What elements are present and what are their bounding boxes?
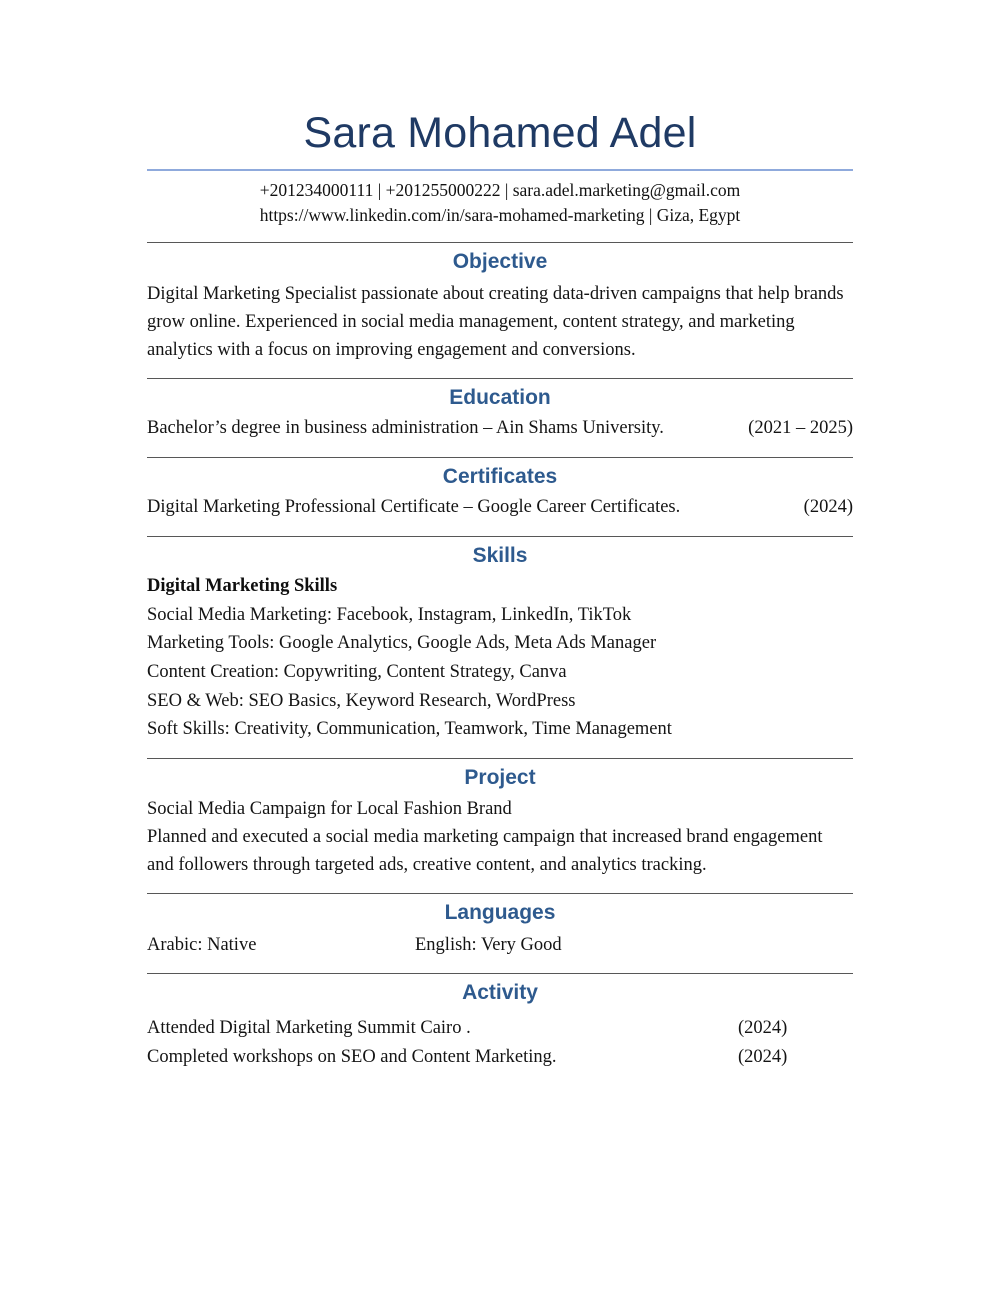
- activity-entry: [147, 1043, 853, 1072]
- header-divider: [147, 169, 853, 171]
- activity-entry-date: (2024): [738, 1047, 788, 1068]
- section-heading-objective: Objective: [452, 249, 548, 273]
- education-entry: [147, 414, 853, 443]
- activity-entry-text: Attended Digital Marketing Summit Cairo .: [147, 1018, 471, 1039]
- objective-body: [147, 280, 853, 364]
- skill-line: Content Creation: Copywriting, Content Strategy, Canva: [147, 661, 567, 682]
- skill-line: Marketing Tools: Google Analytics, Google Ads, Meta Ads Manager: [147, 633, 657, 654]
- objective-text: Digital Marketing Specialist passionate about creating data-driven campaigns that help brands grow online. Experienced in social media management, content strategy, and marketing analytics with a focus on improving engagement and conversions.: [147, 283, 844, 361]
- section-divider-education: [147, 378, 853, 379]
- skills-subtitle: Digital Marketing Skills: [147, 575, 338, 596]
- education-entry-date: (2021 – 2025): [748, 418, 853, 439]
- section-heading-certificates: Certificates: [442, 464, 558, 488]
- languages-row: [147, 931, 853, 960]
- activity-entry: [147, 1014, 853, 1043]
- skill-line: Soft Skills: Creativity, Communication, Teamwork, Time Management: [147, 719, 672, 740]
- project-description: Planned and executed a social media marketing campaign that increased brand engagement and followers through targeted ads, creative content, and analytics tracking.: [147, 827, 823, 876]
- certificate-entry-date: (2024): [803, 497, 853, 518]
- contact-block: [147, 178, 853, 228]
- section-heading-languages: Languages: [444, 901, 556, 925]
- section-divider-objective: [147, 242, 853, 243]
- project-title: Social Media Campaign for Local Fashion Brand: [147, 799, 512, 820]
- skills-body: [147, 572, 853, 744]
- language-item-arabic: Arabic: Native: [147, 934, 257, 955]
- skill-line: SEO & Web: SEO Basics, Keyword Research, WordPress: [147, 690, 576, 711]
- activity-entry-text: Completed workshops on SEO and Content Marketing.: [147, 1047, 557, 1068]
- section-divider-languages: [147, 893, 853, 894]
- section-heading-project: Project: [464, 765, 536, 789]
- certificate-entry-text: Digital Marketing Professional Certificate – Google Career Certificates.: [147, 497, 681, 518]
- section-divider-project: [147, 758, 853, 759]
- activity-entry-date: (2024): [738, 1018, 788, 1039]
- activity-body: [147, 1014, 853, 1071]
- contact-line-phones-email: +201234000111 | +201255000222 | sara.adel.marketing@gmail.com: [259, 180, 741, 200]
- contact-line-linkedin-location: https://www.linkedin.com/in/sara-mohamed-marketing | Giza, Egypt: [259, 204, 741, 225]
- section-divider-activity: [147, 973, 853, 974]
- section-heading-skills: Skills: [472, 543, 528, 567]
- section-heading-activity: Activity: [462, 981, 538, 1005]
- section-divider-skills: [147, 536, 853, 537]
- language-item-english: English: Very Good: [415, 934, 562, 955]
- project-body: [147, 795, 853, 879]
- section-heading-education: Education: [449, 386, 551, 410]
- candidate-name: Sara Mohamed Adel: [303, 109, 697, 157]
- skill-line: Social Media Marketing: Facebook, Instagram, LinkedIn, TikTok: [147, 604, 632, 625]
- section-divider-certificates: [147, 457, 853, 458]
- certificate-entry: [147, 493, 853, 522]
- education-entry-text: Bachelor’s degree in business administration – Ain Shams University.: [147, 418, 664, 439]
